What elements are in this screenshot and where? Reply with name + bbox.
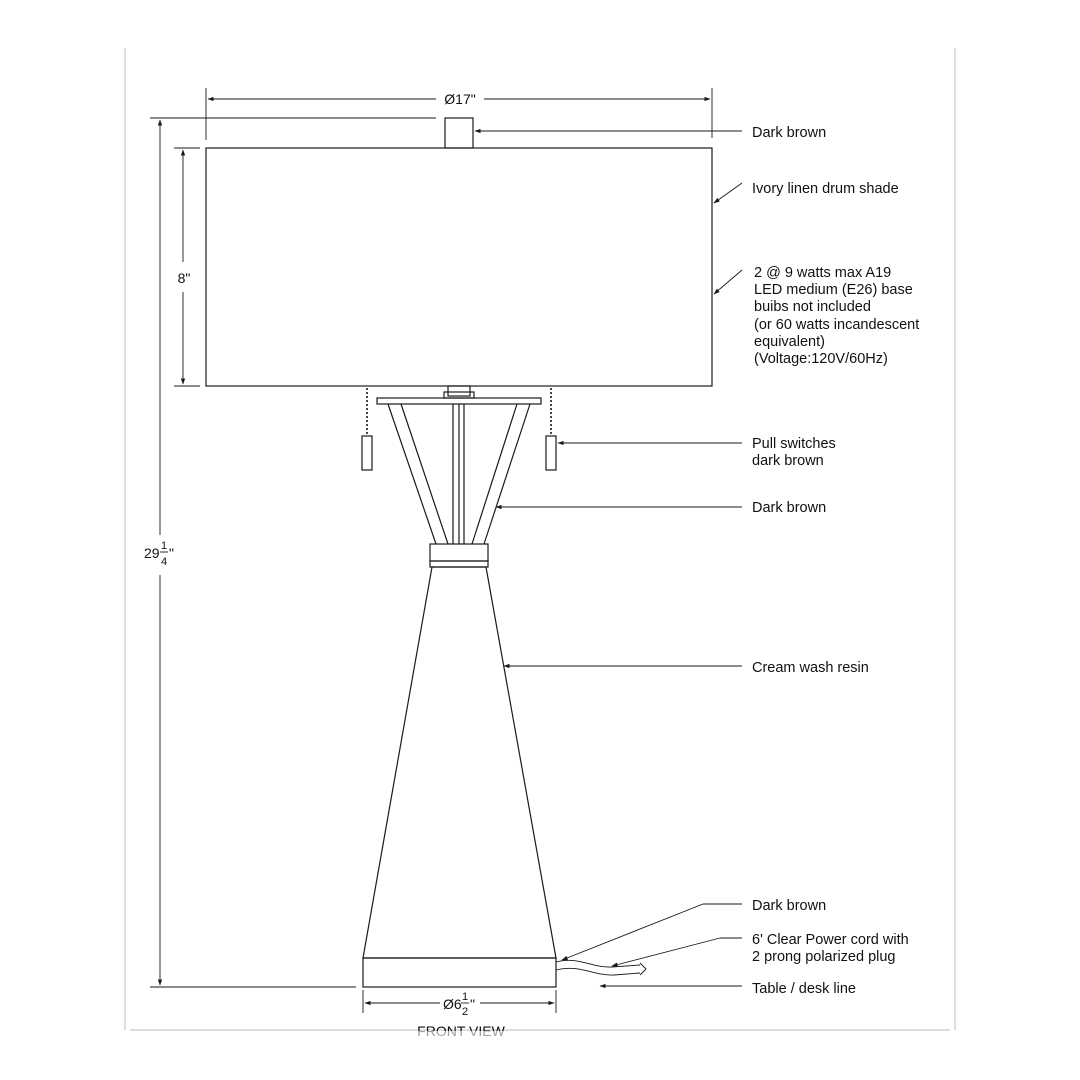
body-collar	[430, 544, 488, 561]
socket-neck	[448, 386, 470, 396]
callout-base: Dark brown	[752, 898, 827, 914]
callout-body: Cream wash resin	[752, 660, 869, 676]
base-diameter-prefix: Ø6	[443, 996, 462, 1012]
drum-shade	[206, 148, 712, 386]
bottom-fade	[126, 1031, 954, 1080]
power-cord	[556, 960, 646, 975]
dimension-base-width	[363, 990, 556, 1018]
callout-table-line: Table / desk line	[752, 981, 856, 997]
harp-plate	[377, 398, 541, 404]
total-height-whole: 29	[144, 545, 160, 561]
callout-bulb	[754, 265, 919, 367]
callout-pull-switch-line: dark brown	[752, 453, 824, 469]
body-collar-ring	[430, 561, 488, 567]
callout-bulb-line: (or 60 watts incandescent	[754, 317, 920, 333]
dimension-shade-height	[174, 148, 200, 386]
cone-body	[363, 567, 556, 958]
base-diameter-inch: "	[470, 996, 475, 1012]
callout-bulb-line: (Voltage:120V/60Hz)	[754, 351, 888, 367]
callout-power-cord	[752, 932, 909, 965]
dimension-shade-width	[206, 88, 712, 140]
callout-shade: Ivory linen drum shade	[752, 181, 899, 197]
callout-finial: Dark brown	[752, 125, 827, 141]
base-diameter-denominator: 2	[462, 1006, 469, 1018]
callout-cord-line: 2 prong polarized plug	[752, 949, 896, 965]
leader-lines	[475, 131, 742, 986]
finial	[445, 118, 473, 148]
pull-chain-right	[546, 388, 556, 470]
dimension-total-height	[144, 118, 436, 987]
callout-bulb-line: LED medium (E26) base	[754, 282, 913, 298]
callout-pull-switches	[752, 436, 836, 469]
lamp-outline	[206, 118, 712, 987]
frame-struts	[388, 404, 530, 544]
base-diameter-numerator: 1	[462, 991, 469, 1003]
callout-bulb-line: buibs not included	[754, 299, 871, 315]
callout-pull-switch-line: Pull switches	[752, 436, 836, 452]
shade-diameter-label: Ø17"	[444, 91, 476, 107]
total-height-numerator: 1	[161, 540, 168, 552]
total-height-denominator: 4	[161, 556, 168, 568]
callout-bulb-line: equivalent)	[754, 334, 825, 350]
lamp-base	[363, 958, 556, 987]
pull-chain-left	[362, 388, 372, 470]
total-height-inch: "	[169, 545, 174, 561]
callout-bulb-line: 2 @ 9 watts max A19	[754, 265, 892, 281]
shade-height-label: 8"	[177, 270, 191, 286]
callout-cord-line: 6' Clear Power cord with	[752, 932, 909, 948]
callout-frame: Dark brown	[752, 500, 827, 516]
